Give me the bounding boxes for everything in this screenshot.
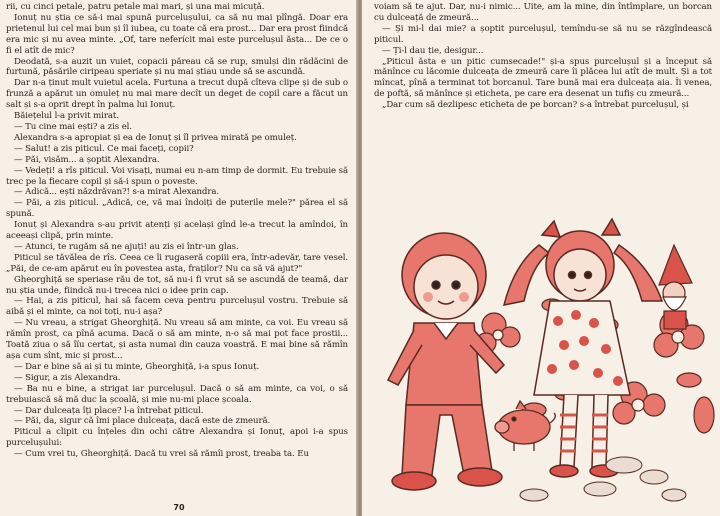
illustration-children-with-pig — [374, 205, 720, 516]
gnome — [659, 245, 692, 329]
page-number: 70 — [173, 503, 185, 512]
text-line: — Ba nu e bine, a strigat iar purcelușul. Dacă o să am minte, ca voi, o să trebuiască să mă duc la școală, și mie nu-mi place școala. — [6, 383, 348, 405]
text-line: Deodată, s-a auzit un vuiet, copacii păreau că se rup, smulși din rădăcini de furtună, păsările ciripeau speriate și nu mai știau unde să se ascundă. — [6, 56, 348, 78]
boy — [388, 233, 504, 490]
text-line: Piticul a clipit cu înțeles din ochi către Alexandra și Ionuț, apoi i-a spus purcelușului: — [6, 427, 348, 449]
right-page-text — [374, 2, 712, 152]
text-line: Ionuț nu știa ce să-i mai spună purcelușului, ca să nu mai plîngă. Doar era prietenul lui cel mai bun și îl iubea, cu toate că era prost... Dar era prost fiindcă era mic și nu avea minte. „Of, tare neferícit mai este purcelușul ăsta... De ce o fi el atît de mic? — [6, 12, 348, 56]
text-line: — Hai, a zis piticul, hai să facem ceva pentru purcelușul vostru. Trebuie să aibă și el minte, ca noi toți, nu-i așa? — [6, 296, 348, 318]
text-line: voiam să te ajut. Dar, nu-i nimic... Uite, am la mine, din întîmplare, un borcan cu dulceață de zmeură... — [374, 2, 712, 23]
text-line: — Cum vrei tu, Gheorghiță. Dacă tu vrei să rămîi prost, treaba ta. Eu — [14, 449, 309, 460]
text-line: Dar n-a ținut mult vuietul acela. Furtuna a trecut după cîteva clipe și de sub o frunză a apărut un omuleț nu mai mare decît un deget de copil care a făcut un salt și s-a oprit drept în palma lui Ionuț. — [6, 78, 348, 111]
text-line: „Piticul ăsta e un pitic cumsecade!" și-a spus purcelușul și a început să mănînce cu lăcomie dulceața de zmeură care îi plăcea lui atît de mult. Și a tot mîncat, pînă a terminat tot borcanul. Tare bună mai era dulceața aia. Îi venea, de poftă, să mănînce și eticheta, pe care era desenat un tufiș cu zmeură... — [374, 56, 712, 100]
text-line: — Salut! a zis piticul. Ce mai faceți, copii? — [14, 143, 194, 154]
text-line: — Dar dulceața îți place? l-a întrebat piticul. — [14, 405, 204, 416]
text-line: — Nu vreau, a strigat Gheorghiță. Nu vreau să am minte, ca voi. Eu vreau să rămîn prost, ca pînă acuma. Dacă o să am minte, n-o să mai pot face prostii... Toată ziua o să îïu certat, și asta numai din cauza voastră. E mai bine să rămîn așa cum sînt, mic și prost... — [6, 318, 348, 361]
left-page-text — [6, 2, 348, 460]
text-line: Gheorghiță se speriase rău de tot, să nu-i fi vrut să se ascundă de teamă, dar nu știa unde, fiindcă nu-i trecea nici o idee prin cap. — [6, 274, 348, 296]
text-line: — Și mi-l dai mie? a șoptit purcelușul, temîndu-se să nu se răzgîndească piticul. — [374, 23, 712, 45]
text-line: — Tu cine mai ești? a zis el. — [14, 121, 132, 132]
text-line: — Păi, a zis piticul. „Adică, ce, vă mai îndoiți de puterile mele?" părea el să spună. — [6, 198, 348, 220]
text-line: — Atunci, te rugăm să ne ajuți! au zis ei într-un glas. — [14, 241, 239, 252]
text-line: — Păi, visăm... a șoptit Alexandra. — [14, 154, 160, 165]
text-line: — Dar e bine să ai și tu minte, Gheorghiță, i-a spus Ionuț. — [14, 361, 260, 372]
text-line: Băiețelul l-a privit mirat. — [14, 111, 119, 122]
left-page — [0, 0, 358, 516]
text-line: „Dar cum să dezlipesc eticheta de pe borcan? s-a întrebat purcelușul, și — [382, 100, 689, 111]
text-line: — Vedeți! a rîs piticul. Voi visați, numai eu n-am timp de dormit. Eu trebuie să trec pe la fiecare copil și să-i spun o poveste. — [6, 165, 348, 187]
text-line: — Ți-l dau ție, desigur... — [382, 45, 484, 56]
text-line: — Adică... ești năzdrăvan?! s-a mirat Alexandra. — [14, 187, 219, 198]
text-line: — Sigur, a zis Alexandra. — [14, 372, 121, 383]
text-line: Alexandra s-a apropiat și ea de Ionuț și îl privea mirată pe omuleț. — [14, 132, 297, 143]
text-line: rii, cu cinci petale, patru petale mai mari, și una mai micuță. — [6, 2, 265, 12]
text-line: Ionuț și Alexandra s-au privit atenți și același gînd le-a trecut la amîndoi, în aceeași clipă, prin minte. — [6, 220, 348, 242]
right-page — [362, 0, 720, 516]
text-line: — Păi, da, sigur că îmi place dulceața, dacă este de zmeură. — [14, 416, 271, 427]
text-line: Piticul se tăvălea de rîs. Ceea ce îi rugaseră copiii era, într-adevăr, tare vesel. „Păi, de ce-am apărut eu în povestea asta, fraților? Nu ca să vă ajut?" — [6, 252, 348, 274]
